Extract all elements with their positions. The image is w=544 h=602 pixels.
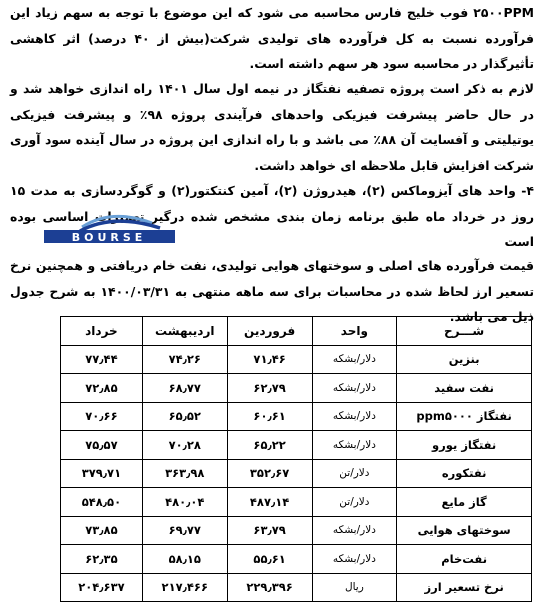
row-unit: دلار/بشکه bbox=[312, 374, 397, 403]
cell-ordibehesht: ۳۶۳٫۹۸ bbox=[142, 459, 227, 488]
table-row bbox=[61, 488, 532, 517]
cell-khordad: ۷۰٫۶۶ bbox=[61, 402, 143, 431]
cell-khordad: ۷۵٫۵۷ bbox=[61, 431, 143, 460]
table-row bbox=[61, 545, 532, 574]
header-description: شـــرح bbox=[397, 317, 532, 346]
row-label: نفتگاز یورو bbox=[397, 431, 532, 460]
cell-khordad: ۳۷۹٫۷۱ bbox=[61, 459, 143, 488]
row-label: سوختهای هوایی bbox=[397, 516, 532, 545]
row-unit: دلار/بشکه bbox=[312, 431, 397, 460]
cell-khordad: ۷۷٫۴۴ bbox=[61, 345, 143, 374]
cell-ordibehesht: ۶۸٫۷۷ bbox=[142, 374, 227, 403]
bourse-logo bbox=[42, 210, 177, 246]
table-row bbox=[61, 345, 532, 374]
table-row bbox=[61, 573, 532, 602]
row-unit: دلار/بشکه bbox=[312, 545, 397, 574]
cell-farvardin: ۳۵۲٫۶۷ bbox=[227, 459, 312, 488]
cell-farvardin: ۶۰٫۶۱ bbox=[227, 402, 312, 431]
cell-farvardin: ۷۱٫۴۶ bbox=[227, 345, 312, 374]
logo-text: BOURSE bbox=[71, 231, 147, 244]
cell-farvardin: ۶۳٫۷۹ bbox=[227, 516, 312, 545]
cell-ordibehesht: ۶۹٫۷۷ bbox=[142, 516, 227, 545]
paragraph-fuel-oil-price-effect: ۲۵۰۰PPM فوب خلیج فارس محاسبه می شود که این موضوع با توجه به سهم زیاد این فرآورده نسبت به کل فرآورده های تولیدی شرکت(بیش از ۴۰ درصد) اثر کاهشی تأثیرگذار در محاسبه سود هر سهم داشته است. bbox=[10, 5, 534, 71]
row-label: نفتکوره bbox=[397, 459, 532, 488]
paragraph-gasoil-project-progress: لازم به ذکر است پروژه تصفیه نفتگاز در نیمه اول سال ۱۴۰۱ راه اندازی خواهد شد و در حال حاضر پیشرفت فیزیکی واحدهای فرآیندی پروژه ۹۸٪ و پیشرفت فیزیکی یوتیلیتی و آفسایت آن ۸۸٪ می باشد و با راه اندازی این پروژه در سال آینده سود آوری شرکت افزایش قابل ملاحظه ای خواهد داشت. bbox=[10, 81, 535, 173]
header-unit: واحد bbox=[312, 317, 397, 346]
cell-ordibehesht: ۵۸٫۱۵ bbox=[142, 545, 227, 574]
cell-khordad: ۵۴۸٫۵۰ bbox=[61, 488, 143, 517]
row-unit: دلار/بشکه bbox=[312, 516, 397, 545]
header-khordad: خرداد bbox=[61, 317, 143, 346]
row-unit: ریال bbox=[312, 573, 397, 602]
cell-khordad: ۲۰۴٫۶۳۷ bbox=[61, 573, 143, 602]
header-ordibehesht: اردیبهشت bbox=[142, 317, 227, 346]
product-price-table bbox=[60, 316, 532, 602]
table-row bbox=[61, 402, 532, 431]
cell-ordibehesht: ۷۴٫۲۶ bbox=[142, 345, 227, 374]
table-row bbox=[61, 516, 532, 545]
table-row bbox=[61, 431, 532, 460]
cell-ordibehesht: ۲۱۷٫۴۶۶ bbox=[142, 573, 227, 602]
row-label: نفت‌خام bbox=[397, 545, 532, 574]
row-label: بنزین bbox=[397, 345, 532, 374]
row-label: نرخ تسعیر ارز bbox=[397, 573, 532, 602]
row-unit: دلار/تن bbox=[312, 459, 397, 488]
cell-khordad: ۶۲٫۳۵ bbox=[61, 545, 143, 574]
cell-farvardin: ۴۸۷٫۱۴ bbox=[227, 488, 312, 517]
row-label: گاز مایع bbox=[397, 488, 532, 517]
cell-ordibehesht: ۴۸۰٫۰۴ bbox=[142, 488, 227, 517]
row-label: نفتگاز ppm۵۰۰۰ bbox=[397, 402, 532, 431]
row-unit: دلار/تن bbox=[312, 488, 397, 517]
paragraph-price-table-intro: قیمت فرآورده های اصلی و سوختهای هوایی تولیدی، نفت خام دریافتی و همچنین نرخ تسعیر ارز لحاظ شده در محاسبات برای سه ماهه منتهی به ۱۴۰۰/۰۳/۳۱ به شرح جدول ذیل می باشد. bbox=[10, 258, 534, 324]
cell-farvardin: ۲۲۹٫۳۹۶ bbox=[227, 573, 312, 602]
row-label: نفت سفید bbox=[397, 374, 532, 403]
cell-ordibehesht: ۷۰٫۲۸ bbox=[142, 431, 227, 460]
table-row bbox=[61, 374, 532, 403]
row-unit: دلار/بشکه bbox=[312, 402, 397, 431]
cell-farvardin: ۶۲٫۷۹ bbox=[227, 374, 312, 403]
cell-farvardin: ۶۵٫۲۲ bbox=[227, 431, 312, 460]
cell-khordad: ۷۳٫۸۵ bbox=[61, 516, 143, 545]
header-farvardin: فروردین bbox=[227, 317, 312, 346]
cell-farvardin: ۵۵٫۶۱ bbox=[227, 545, 312, 574]
paragraph-maintenance-units: ۴- واحد های آیزوماکس (۲)، هیدروژن (۲)، آمین کنتکتور(۲) و گوگردسازی به مدت ۱۵ روز در خرداد ماه طبق برنامه زمان بندی مشخص شده درگیر تعمیرات اساسی بوده است bbox=[10, 183, 534, 249]
cell-khordad: ۷۲٫۸۵ bbox=[61, 374, 143, 403]
cell-ordibehesht: ۶۵٫۵۲ bbox=[142, 402, 227, 431]
table-header-row bbox=[61, 317, 532, 346]
table-row bbox=[61, 459, 532, 488]
row-unit: دلار/بشکه bbox=[312, 345, 397, 374]
